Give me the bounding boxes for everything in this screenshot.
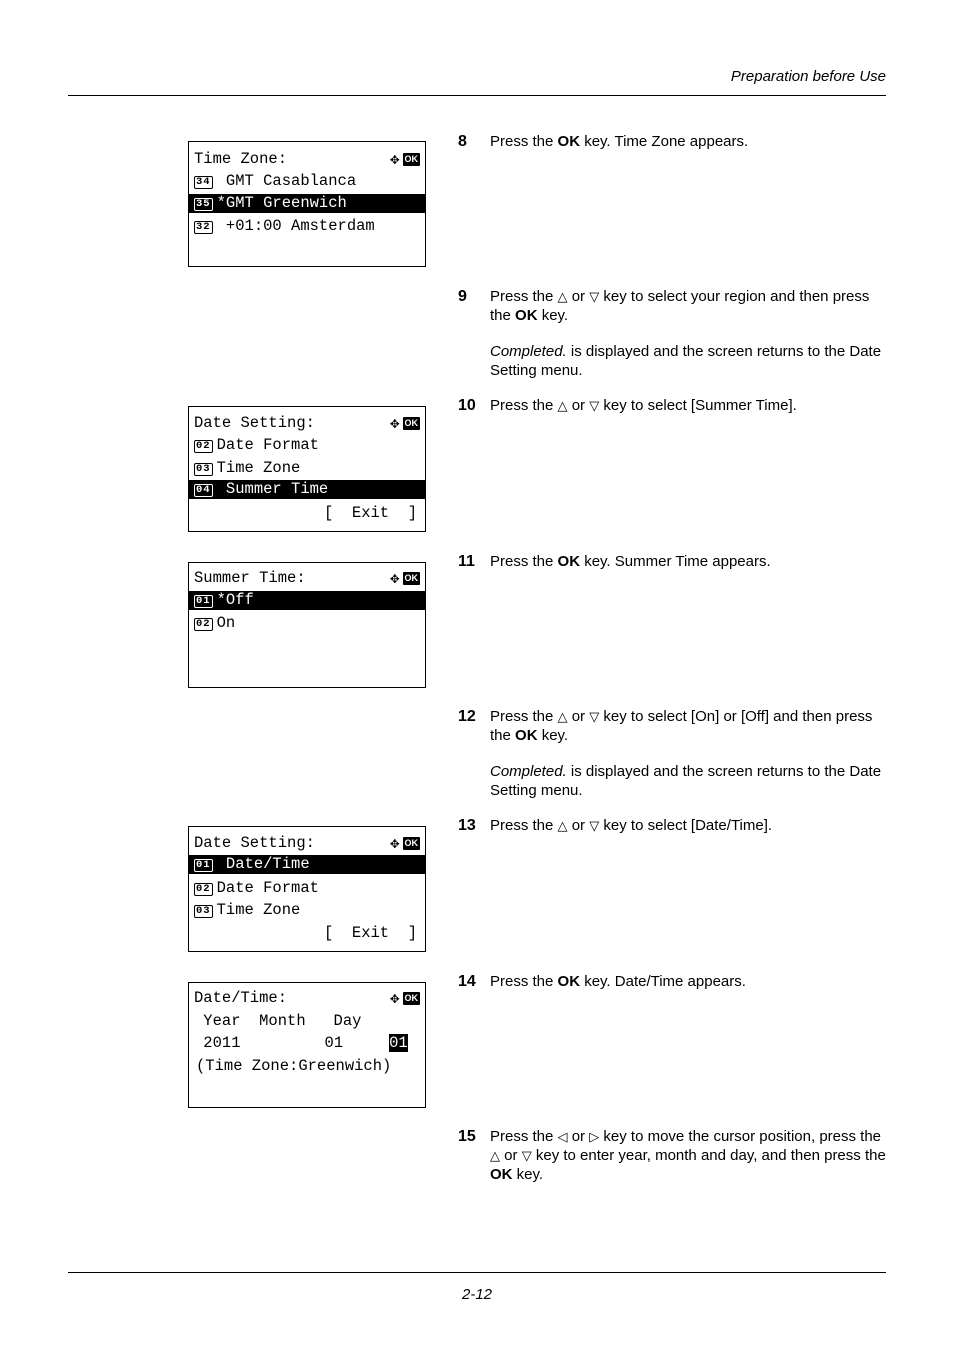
up-triangle-icon: △ — [557, 398, 568, 413]
lcd-title: Date Setting: — [194, 414, 315, 432]
lcd-title: Date/Time: — [194, 989, 288, 1007]
four-way-arrow-icon: ✥ — [390, 415, 400, 433]
down-triangle-icon: ▽ — [589, 709, 600, 724]
day-value-cursor: 01 — [389, 1034, 408, 1052]
ok-icon: OK — [404, 418, 418, 428]
lcd-screen-time-zone — [188, 141, 426, 267]
header-rule — [68, 95, 886, 96]
down-triangle-icon: ▽ — [589, 818, 600, 833]
list-item: 02 Date Format — [196, 436, 319, 454]
year-value: 2011 — [194, 1034, 241, 1052]
lcd-screen-date-time — [188, 982, 426, 1108]
lcd-screen-summer-time — [188, 562, 426, 688]
up-triangle-icon: △ — [490, 1148, 500, 1163]
list-item-selected: 01 *Off — [189, 591, 425, 610]
lcd-screen-date-setting — [188, 406, 426, 532]
lcd-title: Summer Time: — [194, 569, 306, 587]
month-value: 01 — [324, 1034, 344, 1052]
list-item-selected: 04 Summer Time — [189, 480, 425, 499]
down-triangle-icon: ▽ — [589, 289, 600, 304]
page-number: 2-12 — [461, 1286, 493, 1303]
footer-rule — [68, 1272, 886, 1273]
up-triangle-icon: △ — [557, 818, 568, 833]
exit-softkey: [ Exit ] — [323, 924, 417, 942]
list-item: 02 On — [196, 614, 236, 632]
lcd-title: Date Setting: — [194, 834, 315, 852]
down-triangle-icon: ▽ — [589, 398, 600, 413]
four-way-arrow-icon: ✥ — [390, 151, 400, 169]
list-item: 32 +01:00 Amsterdam — [196, 217, 375, 235]
four-way-arrow-icon: ✥ — [390, 990, 400, 1008]
ok-icon: OK — [404, 993, 418, 1003]
list-item: 03 Time Zone — [196, 459, 301, 477]
list-item: 03 Time Zone — [196, 901, 301, 919]
list-item-selected: 35 *GMT Greenwich — [189, 194, 425, 213]
ok-icon: OK — [404, 838, 418, 848]
lcd-title: Time Zone: — [194, 150, 288, 168]
ok-icon: OK — [404, 573, 418, 583]
date-field-values — [189, 1034, 425, 1053]
list-item: 34 GMT Casablanca — [196, 172, 357, 190]
list-item-selected: 01 Date/Time — [189, 855, 425, 874]
four-way-arrow-icon: ✥ — [390, 835, 400, 853]
left-triangle-icon: ◁ — [557, 1129, 568, 1144]
exit-softkey: [ Exit ] — [323, 504, 417, 522]
up-triangle-icon: △ — [557, 709, 568, 724]
date-field-labels: Year Month Day — [194, 1012, 362, 1030]
list-item: 02 Date Format — [196, 879, 319, 897]
lcd-screen-date-setting-2 — [188, 826, 426, 952]
up-triangle-icon: △ — [557, 289, 568, 304]
down-triangle-icon: ▽ — [521, 1148, 532, 1163]
ok-icon: OK — [404, 154, 418, 164]
time-zone-line: (Time Zone:Greenwich) — [196, 1057, 392, 1075]
right-triangle-icon: ▷ — [589, 1129, 600, 1144]
page-header: Preparation before Use — [730, 68, 886, 85]
four-way-arrow-icon: ✥ — [390, 570, 400, 588]
